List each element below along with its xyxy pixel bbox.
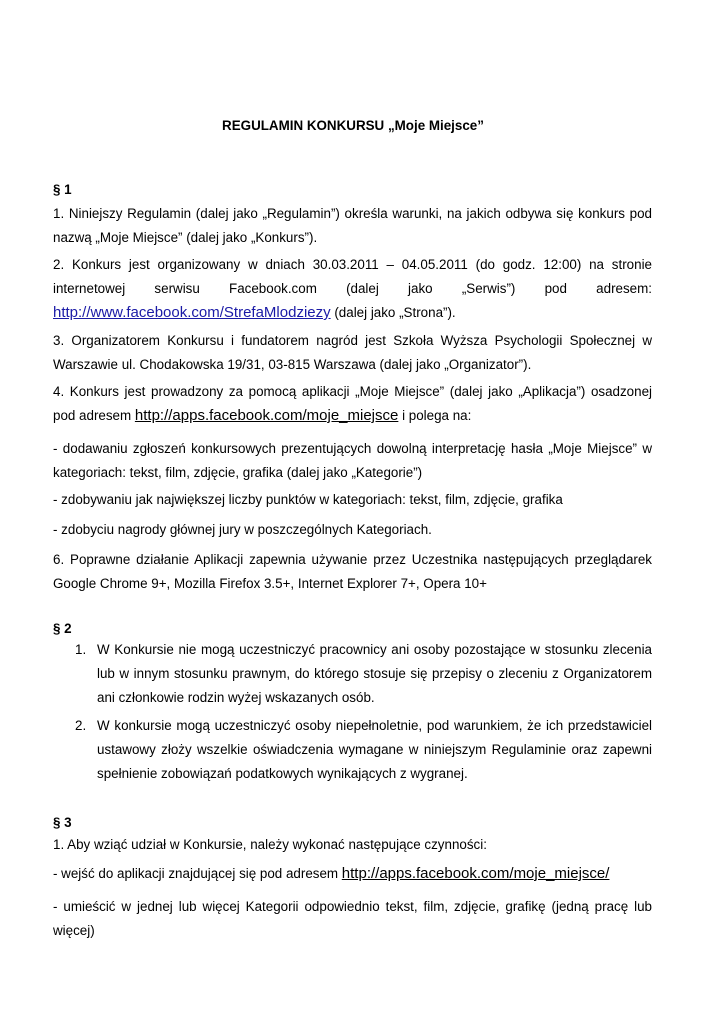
s1-paragraph-4-after: i polega na: xyxy=(398,408,472,423)
s1-paragraph-2-text: 2. Konkurs jest organizowany w dniach 30.03.2011 – 04.05.2011 (do godz. 12:00) na stronie internetowej serwisu Facebook.com (dalej jako „Serwis”) pod adresem: xyxy=(53,257,652,296)
section-1-heading: § 1 xyxy=(53,182,72,197)
section-3-heading: § 3 xyxy=(53,815,72,830)
s1-paragraph-3: 3. Organizatorem Konkursu i fundatorem nagród jest Szkoła Wyższa Psychologii Społecznej w Warszawie ul. Chodakowska 19/31, 03-815 Warszawa (dalej jako „Organizator”). xyxy=(53,333,652,372)
s1-paragraph-5: - dodawaniu zgłoszeń konkursowych prezentujących dowolną interpretację hasła „Moje Miejsce” w kategoriach: tekst, film, zdjęcie, grafika (dalej jako „Kategorie”) xyxy=(53,441,652,480)
s2-list-item-2 xyxy=(75,714,652,786)
document-title: REGULAMIN KONKURSU „Moje Miejsce” xyxy=(222,118,484,133)
s2-list-item-1-text: W Konkursie nie mogą uczestniczyć pracownicy ani osoby pozostające w stosunku zlecenia lub w innym stosunku prawnym, do którego stosuje się przepisy o zleceniu z Organizatorem ani członkowie rodzin wyżej wskazanych osób. xyxy=(97,642,652,705)
s3-paragraph-2-text: - wejść do aplikacji znajdującej się pod adresem xyxy=(53,866,342,881)
s2-list-item-1-number: 1. xyxy=(75,642,87,657)
strefa-mlodziezy-link[interactable]: http://www.facebook.com/StrefaMlodziezy xyxy=(53,304,331,321)
s1-paragraph-4 xyxy=(53,380,652,428)
s2-list-item-2-number: 2. xyxy=(75,718,87,733)
s1-paragraph-6: - zdobywaniu jak największej liczby punktów w kategoriach: tekst, film, zdjęcie, grafika xyxy=(53,492,563,507)
s1-paragraph-4-text: 4. Konkurs jest prowadzony za pomocą aplikacji „Moje Miejsce” (dalej jako „Aplikacja”) osadzonej pod adresem xyxy=(53,384,652,423)
s3-paragraph-3: - umieścić w jednej lub więcej Kategorii odpowiednio tekst, film, zdjęcie, grafikę (jedną pracę lub więcej) xyxy=(53,899,652,938)
apps-moje-miejsce-link[interactable]: http://apps.facebook.com/moje_miejsce xyxy=(134,407,399,424)
s1-paragraph-7: - zdobyciu nagrody głównej jury w poszczególnych Kategoriach. xyxy=(53,522,432,537)
s2-list-item-2-text: W konkursie mogą uczestniczyć osoby niepełnoletnie, pod warunkiem, że ich przedstawiciel ustawowy złoży wszelkie oświadczenia wymagane w niniejszym Regulaminie oraz zapewni spełnienie zobowiązań podatkowych wynikających z wygranej. xyxy=(97,718,652,781)
s1-paragraph-8: 6. Poprawne działanie Aplikacji zapewnia używanie przez Uczestnika następujących przeglądarek Google Chrome 9+, Mozilla Firefox 3.5+, Internet Explorer 7+, Opera 10+ xyxy=(53,552,652,591)
s2-list-item-1 xyxy=(75,638,652,710)
s1-paragraph-2-after: (dalej jako „Strona”). xyxy=(330,305,456,320)
s1-paragraph-1: 1. Niniejszy Regulamin (dalej jako „Regulamin”) określa warunki, na jakich odbywa się konkurs pod nazwą „Moje Miejsce” (dalej jako „Konkurs”). xyxy=(53,206,652,245)
s1-paragraph-2 xyxy=(53,253,652,325)
apps-moje-miejsce-slash-link[interactable]: http://apps.facebook.com/moje_miejsce/ xyxy=(341,865,610,882)
s3-paragraph-1: 1. Aby wziąć udział w Konkursie, należy wykonać następujące czynności: xyxy=(53,837,487,852)
s3-paragraph-2 xyxy=(53,862,652,886)
section-2-heading: § 2 xyxy=(53,621,72,636)
